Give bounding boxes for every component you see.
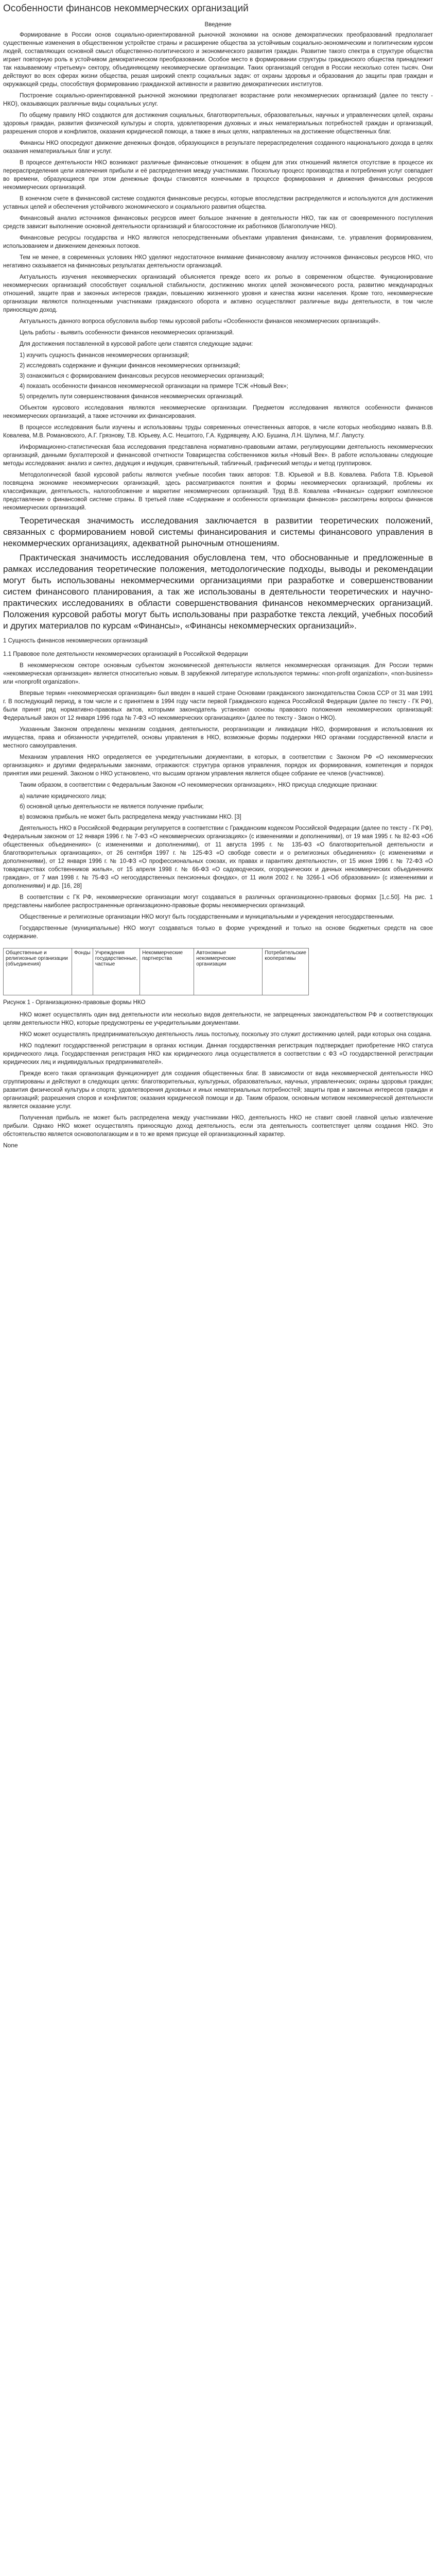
list-item: б) основной целью деятельности не является получение прибыли;	[20, 804, 204, 810]
figure-cell: Фонды	[72, 948, 93, 995]
paragraph: Впервые термин «некоммерческая организация» был введен в нашей стране Основами гражданского законодательства Союза ССР от 31 мая 1991 г. В последующий период, в том числе и с принятием в 1994 году части первой Гражданского кодекса Российской Федерации (далее по тексту - ГК РФ), были принят ряд нормативно-правовых актов, которыми законодатель установил основы правового положения некоммерческих организаций: Федеральный закон от 12 января 1996 года № 7-ФЗ «О некоммерческих организациях» (далее по тексту - Закон о НКО).	[3, 690, 433, 721]
paragraph: В процессе исследования были изучены и использованы труды современных отечественных авторов, в числе которых необходимо назвать В.В. Ковалева, М.В. Романовского, А.Г. Грязнову, Т.В. Юрьеву, А.С. Нешитого, Г.А. Кудрявцеву, А.Ю. Бушина, Л.Н. Шулина, М.Г. Лапусту.	[3, 425, 433, 439]
paragraph: Информационно-статистическая база исследования представлена нормативно-правовыми актами, регулирующими деятельность некоммерческих организаций, данными бухгалтерской и финансовой отчетности Товарищества собственников жилья «Новый Век». В работе использованы следующие методы исследования: анализ и синтез, дедукция и индукция, сравнительный, табличный, графический методы и метод группировок.	[3, 444, 433, 467]
tasks-list	[3, 351, 433, 401]
large-paragraph: Теоретическая значимость исследования заключается в развитии теоретических положений, связанных с формированием новой системы финансирования и системы финансового управления в некоммерческих организациях, адекватной рыночным отношениям.	[3, 516, 433, 548]
paragraph: Объектом курсового исследования являются некоммерческие организации. Предметом исследования являются особенности финансов некоммерческих организаций, а также источники их финансирования.	[3, 405, 433, 419]
paragraph: Полученная прибыль не может быть распределена между участниками НКО, деятельность НКО не ставит своей главной целью извлечение прибыли. Однако НКО может осуществлять приносящую доход деятельность, если эта деятельность соответствует целям создания НКО. Это обстоятельство является основополагающим и в то же время присуще ей организационный характер.	[3, 1115, 433, 1138]
intro-section	[3, 31, 433, 348]
figure-cell: Некоммерческие партнерства	[140, 948, 194, 995]
paragraph: В соответствии с ГК РФ, некоммерческие организации могут создаваться в различных организационно-правовых формах [1,с.50]. На рис. 1 представлены наиболее распространенные организационно-правовые формы некоммерческих организаций.	[3, 894, 433, 909]
figure-cell: Потребительские кооперативы	[263, 948, 309, 995]
paragraph: Построение социально-ориентированной рыночной экономики предполагает возрастание роли некоммерческих организаций (далее по тексту - НКО), оказывающих различные виды социальных услуг.	[3, 93, 433, 107]
paragraph: Указанным Законом определены механизм создания, деятельности, реорганизации и ликвидации НКО, формирования и использования их имущества, права и обязанности учредителей, основы управления в НКО, возможные формы поддержки НКО органами государственной власти и местного самоуправления.	[3, 726, 433, 749]
paragraph: Финансовые ресурсы государства и НКО являются непосредственными объектами управления финансами, т.е. управления формированием, использованием и движением денежных потоков.	[3, 235, 433, 249]
paragraph: Государственные (муниципальные) НКО могут создаваться только в форме учреждений и только на основе бюджетных средств на свое содержание.	[3, 925, 433, 940]
document-page	[0, 0, 436, 1154]
list-item: 5) определить пути совершенствования финансов некоммерческих организаций.	[20, 394, 243, 400]
chapter-heading: 1 Сущность финансов некоммерческих организаций	[3, 638, 148, 644]
figure-cell: Учреждения государственные, частные	[93, 948, 140, 995]
section-heading: 1.1 Правовое поле деятельности некоммерческих организаций в Российской Федерации	[3, 651, 248, 657]
paragraph: Тем не менее, в современных условиях НКО уделяют недостаточное внимание финансовому анализу источников финансовых ресурсов НКО, что негативно сказывается на финансовых результатах деятельности организаций.	[3, 255, 433, 269]
list-item: в) возможна прибыль не может быть распределена между участниками НКО. [3]	[20, 814, 241, 820]
large-paragraph: Практическая значимость исследования обусловлена тем, что обоснованные и предложенные в рамках исследования теоретические положения, методологические подходы, выводы и рекомендации могут быть использованы некоммерческими организациями при разработке и совершенствовании систем финансового планирования, а так же использованы в деятельности теоретических и научно-практических исследованиях в области совершенствования финансов некоммерческих организаций. Положения курсовой работы могут быть использованы при разработке текста лекций, учебных пособий и других материалов по курсам «Финансы», «Финансы некоммерческих организаций».	[3, 553, 433, 631]
page-title: Особенности финансов некоммерческих организаций	[3, 3, 249, 14]
paragraph: Финансы НКО опосредуют движение денежных фондов, образующихся в результате перераспределения созданного национального дохода в целях оказания нематериальных благ и услуг.	[3, 140, 433, 155]
paragraph: НКО может осуществлять один вид деятельности или несколько видов деятельности, не запрещенных законодательством РФ и соответствующих целям деятельности НКО, которые предусмотрены ее учредительными документами.	[3, 1012, 433, 1026]
paragraph: НКО подлежит государственной регистрации в органах юстиции. Данная государственная регистрация подтверждает приобретение НКО статуса юридического лица. Государственная регистрация НКО как юридического лица осуществляется в соответствии с ФЗ «О государственной регистрации юридических лиц и индивидуальных предпринимателей».	[3, 1043, 433, 1065]
paragraph: Механизм управления НКО определяется ее учредительными документами, в которых, в соответствии с Законом РФ «О некоммерческих организациях» и другими федеральными законами, отражаются: структура органов управления, порядок их формирования, компетенция и порядок принятия ими решений. Законом о НКО установлено, что высшим органом управления является общее собрание ее членов (участников).	[3, 754, 433, 777]
paragraph: НКО может осуществлять предпринимательскую деятельность лишь постольку, поскольку это служит достижению целей, ради которых она создана.	[20, 1031, 432, 1038]
paragraph: В некоммерческом секторе основным субъектом экономической деятельности является некоммерческая организация. Для России термин «некоммерческая организация» является относительно новым. В зарубежной литературе используются термины: «non-profit organization», «non-business» или «nonprofit organization».	[3, 663, 433, 685]
paragraph: Таким образом, в соответствии с Федеральным Законом «О некоммерческих организациях», НКО присуща следующие признаки:	[20, 782, 378, 788]
list-item: 4) показать особенности финансов некоммерческой организации на примере ТСЖ «Новый Век»;	[20, 383, 288, 389]
signs-list	[3, 792, 433, 821]
paragraph: В конечном счете в финансовой системе создаются финансовые ресурсы, которые впоследствии распределяются и используются для достижения уставных целей и обеспечения устойчивого экономического и социального развития общества.	[3, 196, 433, 210]
paragraph: Актуальность изучения некоммерческих организаций объясняется прежде всего их ролью в современном обществе. Функционирование некоммерческих организаций способствует социальной стабильности, достижению многих целей экономического роста, развитию международных отношений, защите прав и законных интересов граждан, повышению жизненного уровня и качества жизни населения. Кроме того, некоммерческие организации являются полноценными участниками гражданского оборота и активно осуществляют различные виды деятельности, в том числе приносящую доход.	[3, 274, 433, 313]
list-item: а) наличие юридического лица;	[20, 793, 107, 800]
paragraph: Финансовый анализ источников финансовых ресурсов имеет большое значение в деятельности НКО, так как от своевременного поступления средств зависит выполнение основной деятельности организаций и благосостояние их работников (Благополучие НКО).	[3, 215, 433, 230]
org-forms-figure	[3, 948, 309, 995]
paragraph: Общественные и религиозные организации НКО могут быть государственными и муниципальными и учреждения негосударственными.	[20, 914, 395, 920]
figure-caption: Рисунок 1 - Организационно-правовые формы НКО	[3, 999, 146, 1006]
footer-text: None	[3, 1142, 18, 1149]
paragraph: Прежде всего такая организация функционирует для создания общественных благ. В зависимости от вида некоммерческой деятельности НКО сгруппированы и действуют в следующих целях: благотворительных, культурных, образовательных, научных, управленческих; охраны здоровья граждан; развития физической культуры и спорта; удовлетворения духовных и иных нематериальных потребностей; защиты прав и законных интересов граждан и организаций; разрешения споров и конфликтов; оказания юридической помощи и др. Таким образом, основным мотивом некоммерческой деятельности является оказание услуг.	[3, 1071, 433, 1110]
paragraph: Актуальность данного вопроса обусловила выбор темы курсовой работы «Особенности финансов некоммерческих организаций».	[20, 318, 380, 325]
list-item: 3) ознакомиться с формированием финансовых ресурсов некоммерческих организаций;	[20, 373, 265, 379]
list-item: 1) изучить сущность финансов некоммерческих организаций;	[20, 352, 189, 359]
paragraph: В процессе деятельности НКО возникают различные финансовые отношения: в общем для этих отношений является отсутствие в процессе их перераспределения цели извлечения прибыли и её распределения между участниками. Поскольку процесс производства и потребления услуг совпадает во времени, образующиеся при этом денежные фонды становятся конечными в процессе формирования и движения финансовых ресурсов некоммерческих организаций.	[3, 160, 433, 191]
paragraph: Цель работы - выявить особенности финансов некоммерческих организаций.	[20, 330, 234, 336]
intro-heading: Введение	[204, 22, 232, 28]
figure-cell: Общественные и религиозные организации (объединения)	[4, 948, 72, 995]
list-item: 2) исследовать содержание и функции финансов некоммерческих организаций;	[20, 363, 240, 369]
paragraph: Деятельность НКО в Российской Федерации регулируется в соответствии с Гражданским кодексом Российской Федерации (далее по тексту - ГК РФ), Федеральным законом от 12 января 1996 г. № 7-ФЗ «О некоммерческих организациях» (с изменениями и дополнениями), от 19 мая 1995 г. № 82-ФЗ «Об общественных объединениях» (с изменениями и дополнениями), от 11 августа 1995 г. № 135-ФЗ «О благотворительной деятельности и благотворительных организациях», от 26 сентября 1997 г. № 125-ФЗ «О свободе совести и о религиозных объединениях» (с изменениями и дополнениями), от 12 января 1996 г. № 10-ФЗ «О профессиональных союзах, их правах и гарантиях деятельности», от 15 июня 1996 г. № 72-ФЗ «О товариществах собственников жилья», от 15 апреля 1998 г. № 66-ФЗ «О садоводческих, огороднических и дачных некоммерческих объединениях граждан», от 7 мая 1998 г. № 75-ФЗ «О негосударственных пенсионных фондах», от 11 июля 2002 г. № 3266-1 «Об образовании» (с изменениями и дополнениями) и др. [16, 28]	[3, 825, 433, 889]
figure-cell: Автономные некоммерческие организации	[194, 948, 263, 995]
paragraph: Для достижения поставленной в курсовой работе цели ставятся следующие задачи:	[20, 341, 253, 347]
paragraph: Формирование в России основ социально-ориентированной рыночной экономики на основе демократических преобразований предполагает существенные изменения в общественном устройстве страны и расширение общества за устойчивым социально-экономическим и политическим курсом людей, составляющих основной смысл общественно-политического и экономического развития граждан. Развитие такого спектра в структуре общества играет повторную роль в устойчивом демократическом преобразовании. Особое место в формировании структуры гражданского общества принадлежит так называемому «третьему» сектору, объединяющему некоммерческие организации. Таких организаций сегодня в России несколько сотен тысяч. Они действуют во всех сферах жизни общества, решая широкий спектр социальных задач: от охраны здоровья и образования до защиты прав граждан и окружающей среды, способствуя формированию гражданской активности и развитию демократических институтов.	[3, 32, 433, 88]
paragraph: По общему правилу НКО создаются для достижения социальных, благотворительных, образовательных, научных и управленческих целей, охраны здоровья граждан, развития физической культуры и спорта, удовлетворения духовных и иных нематериальных потребностей граждан и организаций, разрешения споров и конфликтов, оказания юридической помощи, а также в иных целях, направленных на достижение общественных благ.	[3, 112, 433, 135]
paragraph: Методологической базой курсовой работы являются учебные пособия таких авторов: Т.В. Юрьевой и В.В. Ковалева. Работа Т.В. Юрьевой посвящена экономике некоммерческих организаций, здесь рассматриваются понятия и формы некоммерческих организаций, проблемы их классификации, деятельность, налогообложение и маркетинг некоммерческих организаций. Труд В.В. Ковалева «Финансы» содержит комплексное представление о финансовой системе страны. В третьей главе «Содержание и особенности организации финансов» рассмотрены вопросы финансов некоммерческих организаций.	[3, 472, 433, 511]
